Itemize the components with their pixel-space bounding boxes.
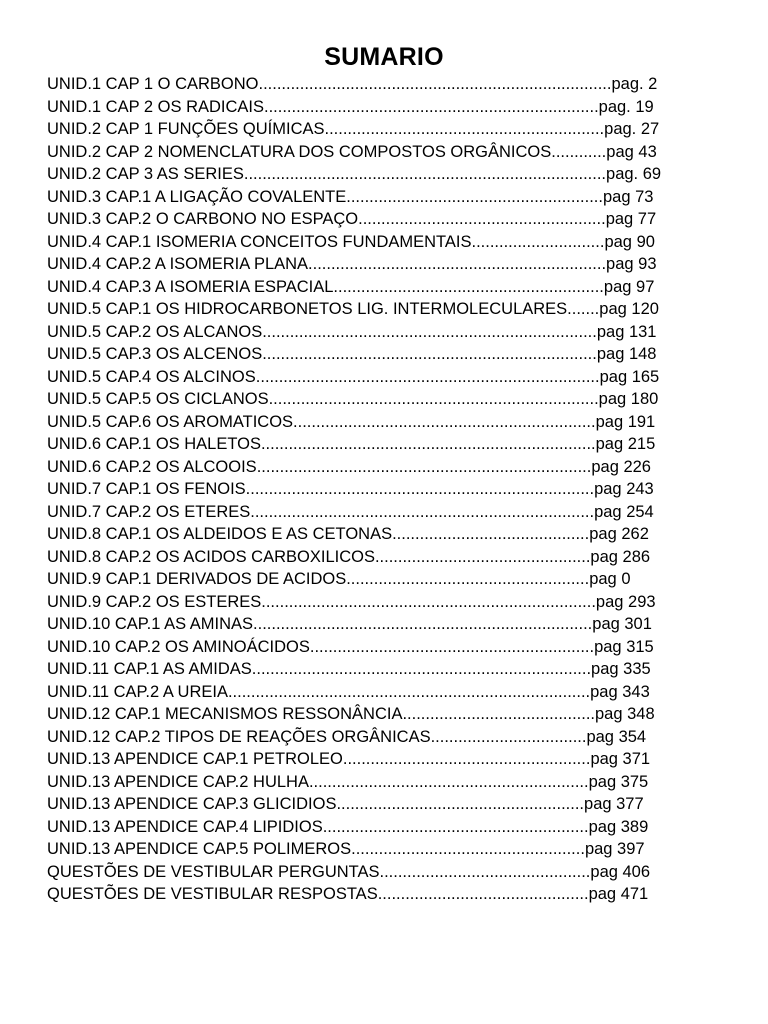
toc-entry-page: pag 77 [605,210,657,228]
toc-entry [47,568,747,591]
toc-entry [47,658,747,681]
toc-entry-page: pag 377 [584,795,644,813]
toc-entry-page: pag. 27 [604,120,660,138]
toc-entry-page: pag 148 [596,345,657,363]
toc-entry [47,343,747,366]
toc-entry-page: pag 0 [589,570,631,588]
toc-entry-page: pag 397 [584,840,645,858]
toc-entry-title: UNID.12 CAP.2 TIPOS DE REAÇÕES ORGÂNICAS.................................. [47,727,587,746]
toc-entry [47,141,747,164]
toc-entry-page: pag 226 [591,457,651,476]
toc-entry [47,726,747,749]
toc-entry-page: pag 335 [591,660,651,678]
toc-entry [47,613,747,636]
toc-entry-page: pag 293 [595,592,656,611]
toc-entry [47,186,747,209]
toc-entry [47,366,747,389]
toc-entry-title: UNID.13 APENDICE CAP.5 POLIMEROS................................................... [47,840,585,858]
toc-entry-title: UNID.8 CAP.2 OS ACIDOS CARBOXILICOS............................................... [47,547,591,566]
toc-entry-page: pag 371 [590,750,651,768]
toc-entry-title: UNID.4 CAP.2 A ISOMERIA PLANA................................................................. [47,255,607,273]
toc-entry-title: UNID.6 CAP.2 OS ALCOOIS......................................................................... [47,457,592,476]
toc-entry-title: UNID.4 CAP.1 ISOMERIA CONCEITOS FUNDAMENTAIS............................. [47,232,605,251]
toc-entry-title: UNID.5 CAP.6 OS AROMATICOS.................................................................. [47,412,596,431]
toc-entry-title: UNID.11 CAP.1 AS AMIDAS.......................................................................... [47,660,592,678]
toc-entry [47,703,747,726]
toc-entry [47,478,747,501]
toc-entry-title: UNID.13 APENDICE CAP.1 PETROLEO...................................................... [47,750,591,768]
toc-entry-title: UNID.12 CAP.1 MECANISMOS RESSONÂNCIA.......................................... [47,705,595,723]
toc-entry-title: UNID.3 CAP.2 O CARBONO NO ESPAÇO...................................................... [47,210,606,228]
toc-entry-page: pag 286 [590,547,651,566]
toc-entry-title: QUESTÕES DE VESTIBULAR PERGUNTAS.............................................. [47,862,591,881]
toc-entry-title: QUESTÕES DE VESTIBULAR RESPOSTAS.............................................. [47,885,589,903]
toc-entry-title: UNID.2 CAP 1 FUNÇÕES QUÍMICAS............................................................. [47,120,605,138]
toc-entry-title: UNID.3 CAP.1 A LIGAÇÃO COVALENTE........................................................ [47,187,603,206]
toc-entry [47,163,747,186]
toc-entry [47,73,747,96]
toc-entry-title: UNID.9 CAP.2 OS ESTERES......................................................................... [47,592,596,611]
toc-entry-page: pag 315 [594,637,654,656]
toc-entry-title: UNID.5 CAP.4 OS ALCINOS........................................................................... [47,367,600,386]
toc-entry [47,816,747,839]
toc-entry-page: pag 97 [603,277,655,296]
toc-entry-page: pag. 69 [606,165,662,183]
toc-entry [47,253,747,276]
toc-entry [47,523,747,546]
toc-entry-title: UNID.5 CAP.1 OS HIDROCARBONETOS LIG. INTERMOLECULARES....... [47,300,600,318]
toc-entry-title: UNID.13 APENDICE CAP.2 HULHA............................................................. [47,772,589,791]
toc-entry-page: pag 254 [594,502,654,521]
toc-entry [47,96,747,119]
toc-entry [47,883,747,906]
toc-entry [47,433,747,456]
toc-entry-page: pag 120 [599,300,659,318]
toc-entry [47,501,747,524]
toc-entry-title: UNID.5 CAP.5 OS CICLANOS........................................................................ [47,390,599,408]
toc-entry-page: pag 180 [598,390,659,408]
toc-entry-page: pag 43 [606,142,657,161]
toc-entry-title: UNID.6 CAP.1 OS HALETOS......................................................................... [47,435,596,453]
toc-entry-title: UNID.5 CAP.2 OS ALCANOS......................................................................... [47,322,597,341]
toc-entry [47,681,747,704]
toc-entry-page: pag 243 [594,480,654,498]
toc-entry-page: pag 389 [588,817,649,836]
toc-entry [47,591,747,614]
toc-entry [47,456,747,479]
toc-entry-title: UNID.11 CAP.2 A UREIA............................................................................... [47,682,591,701]
toc-entry [47,636,747,659]
table-of-contents [47,73,747,906]
toc-entry-page: pag 73 [602,187,654,206]
toc-entry [47,546,747,569]
toc-entry-page: pag. 19 [598,97,654,116]
toc-entry [47,276,747,299]
toc-entry [47,321,747,344]
toc-entry [47,861,747,884]
toc-entry-page: pag 301 [592,615,652,633]
toc-entry-page: pag 348 [595,705,655,723]
toc-entry [47,118,747,141]
toc-entry-title: UNID.8 CAP.1 OS ALDEIDOS E AS CETONAS........................................... [47,525,590,543]
toc-entry-title: UNID.10 CAP.2 OS AMINOÁCIDOS.............................................................. [47,637,595,656]
toc-entry-title: UNID.4 CAP.3 A ISOMERIA ESPACIAL........................................................... [47,277,604,296]
toc-entry-title: UNID.2 CAP 3 AS SERIES............................................................................... [47,165,607,183]
toc-entry [47,388,747,411]
toc-entry-title: UNID.1 CAP 2 OS RADICAIS......................................................................... [47,97,599,116]
toc-entry [47,298,747,321]
toc-entry-title: UNID.1 CAP 1 O CARBONO............................................................................. [47,75,612,93]
toc-entry-page: pag 343 [590,682,650,701]
toc-entry [47,231,747,254]
toc-entry [47,748,747,771]
toc-entry [47,411,747,434]
toc-entry-title: UNID.5 CAP.3 OS ALCENOS......................................................................... [47,345,597,363]
toc-entry-page: pag 165 [599,367,660,386]
toc-entry [47,793,747,816]
toc-entry-title: UNID.13 APENDICE CAP.4 LIPIDIOS.......................................................... [47,817,589,836]
toc-entry-title: UNID.2 CAP 2 NOMENCLATURA DOS COMPOSTOS ORGÂNICOS............ [47,142,607,161]
page-title: SUMARIO [324,43,444,71]
toc-entry-title: UNID.7 CAP.1 OS FENOIS............................................................................ [47,480,595,498]
toc-entry-title: UNID.10 CAP.1 AS AMINAS.......................................................................... [47,615,593,633]
toc-entry-page: pag 90 [604,232,655,251]
toc-entry-page: pag 375 [588,772,649,791]
toc-entry-title: UNID.13 APENDICE CAP.3 GLICIDIOS...................................................... [47,795,585,813]
toc-entry [47,771,747,794]
toc-entry-page: pag 406 [590,862,651,881]
toc-entry-title: UNID.9 CAP.1 DERIVADOS DE ACIDOS..................................................... [47,570,590,588]
toc-entry-page: pag 471 [588,885,649,903]
toc-entry-page: pag 262 [589,525,649,543]
toc-entry-page: pag 354 [586,727,647,746]
toc-entry-page: pag 215 [595,435,656,453]
toc-entry [47,838,747,861]
toc-entry-page: pag. 2 [611,75,658,93]
toc-entry-title: UNID.7 CAP.2 OS ETERES........................................................................... [47,502,595,521]
toc-entry-page: pag 93 [606,255,657,273]
toc-entry-page: pag 131 [596,322,657,341]
toc-entry [47,208,747,231]
toc-entry-page: pag 191 [595,412,656,431]
